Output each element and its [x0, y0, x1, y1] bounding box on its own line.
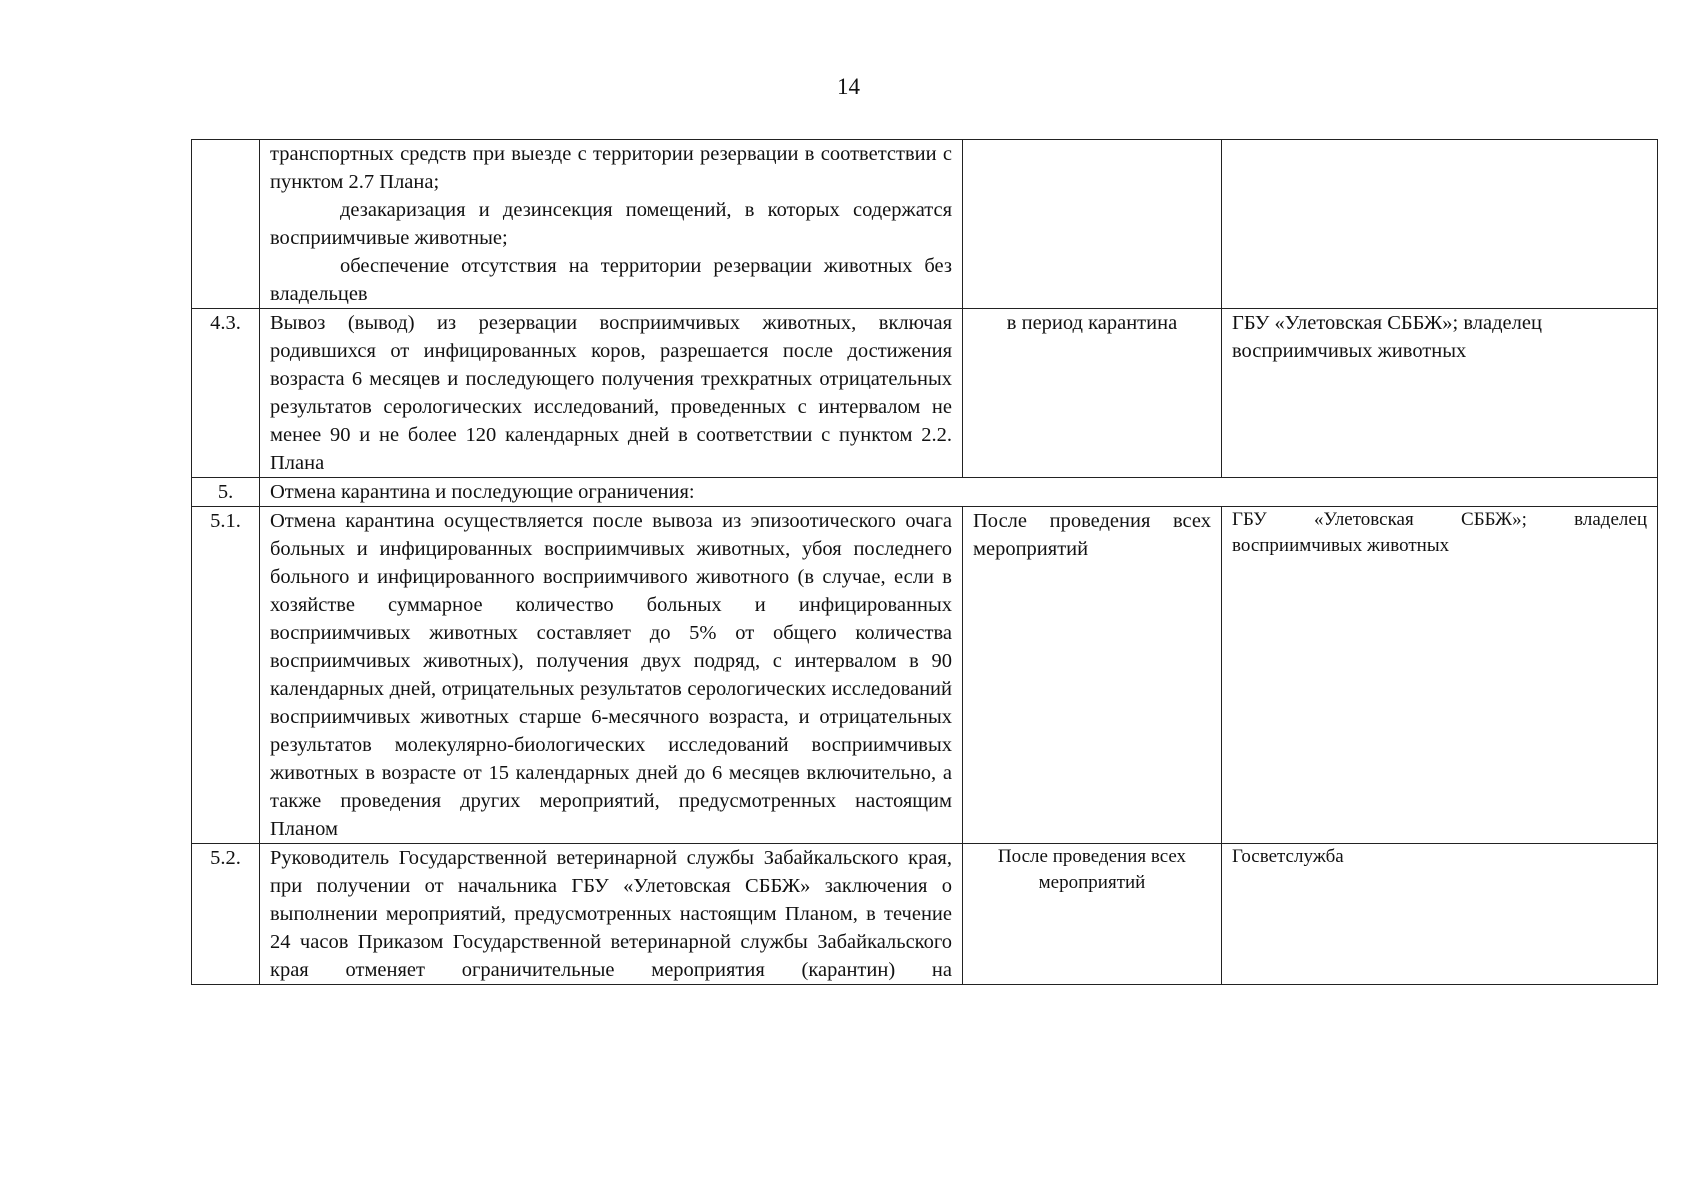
table-row — [192, 478, 1658, 507]
term-cell: После проведения всех мероприятий — [963, 507, 1222, 844]
action-cell: Руководитель Государственной ветеринарной службы Забайкальского края, при получении от начальника ГБУ «Улетовская СББЖ» заключения о выполнении мероприятий, предусмотренных настоящим Планом, в течение 24 часов Приказом Государственной ветеринарной службы Забайкальского края отменяет ограничительные мероприятия (карантин) на — [260, 844, 963, 985]
row-number-cell: 5. — [192, 478, 260, 507]
table-row — [192, 507, 1658, 844]
action-paragraph: дезакаризация и дезинсекция помещений, в которых содержатся восприимчивые животные; — [270, 199, 952, 249]
row-number-cell: 5.2. — [192, 844, 260, 985]
page-number: 14 — [837, 74, 860, 99]
table-row — [192, 140, 1658, 309]
row-number-cell — [192, 140, 260, 309]
table-row — [192, 844, 1658, 985]
responsible-cell: Госветслужба — [1222, 844, 1658, 985]
term-cell: После проведения всех мероприятий — [963, 844, 1222, 985]
action-paragraph: транспортных средств при выезде с территории резервации в соответствии с пунктом 2.7 Плана; — [270, 143, 952, 193]
row-number-cell: 5.1. — [192, 507, 260, 844]
action-cell: Вывоз (вывод) из резервации восприимчивых животных, включая родившихся от инфицированных коров, разрешается после достижения возраста 6 месяцев и последующего получения трехкратных отрицательных результатов серологических исследований, проведенных с интервалом не менее 90 и не более 120 календарных дней в соответствии с пунктом 2.2. Плана — [260, 309, 963, 478]
table-row — [192, 309, 1658, 478]
action-paragraph: обеспечение отсутствия на территории резервации животных без владельцев — [270, 255, 952, 305]
action-cell: Отмена карантина осуществляется после вывоза из эпизоотического очага больных и инфицированных восприимчивых животных, убоя последнего больного и инфицированного восприимчивого животного (в случае, если в хозяйстве суммарное количество больных и инфицированных восприимчивых животных составляет до 5% от общего количества восприимчивых животных), получения двух подряд, с интервалом в 90 календарных дней, отрицательных результатов серологических исследований восприимчивых животных старше 6-месячного возраста, и отрицательных результатов молекулярно-биологических исследований восприимчивых животных в возрасте от 15 календарных дней до 6 месяцев включительно, а также проведения других мероприятий, предусмотренных настоящим Планом — [260, 507, 963, 844]
row-number-cell: 4.3. — [192, 309, 260, 478]
plan-table — [191, 139, 1658, 985]
action-cell — [260, 140, 963, 309]
responsible-cell — [1222, 140, 1658, 309]
responsible-cell: ГБУ «Улетовская СББЖ»; владелец восприимчивых животных — [1222, 507, 1658, 844]
responsible-cell: ГБУ «Улетовская СББЖ»; владелец восприимчивых животных — [1222, 309, 1658, 478]
section-title-cell: Отмена карантина и последующие ограничения: — [260, 478, 1658, 507]
term-cell — [963, 140, 1222, 309]
term-cell: в период карантина — [963, 309, 1222, 478]
